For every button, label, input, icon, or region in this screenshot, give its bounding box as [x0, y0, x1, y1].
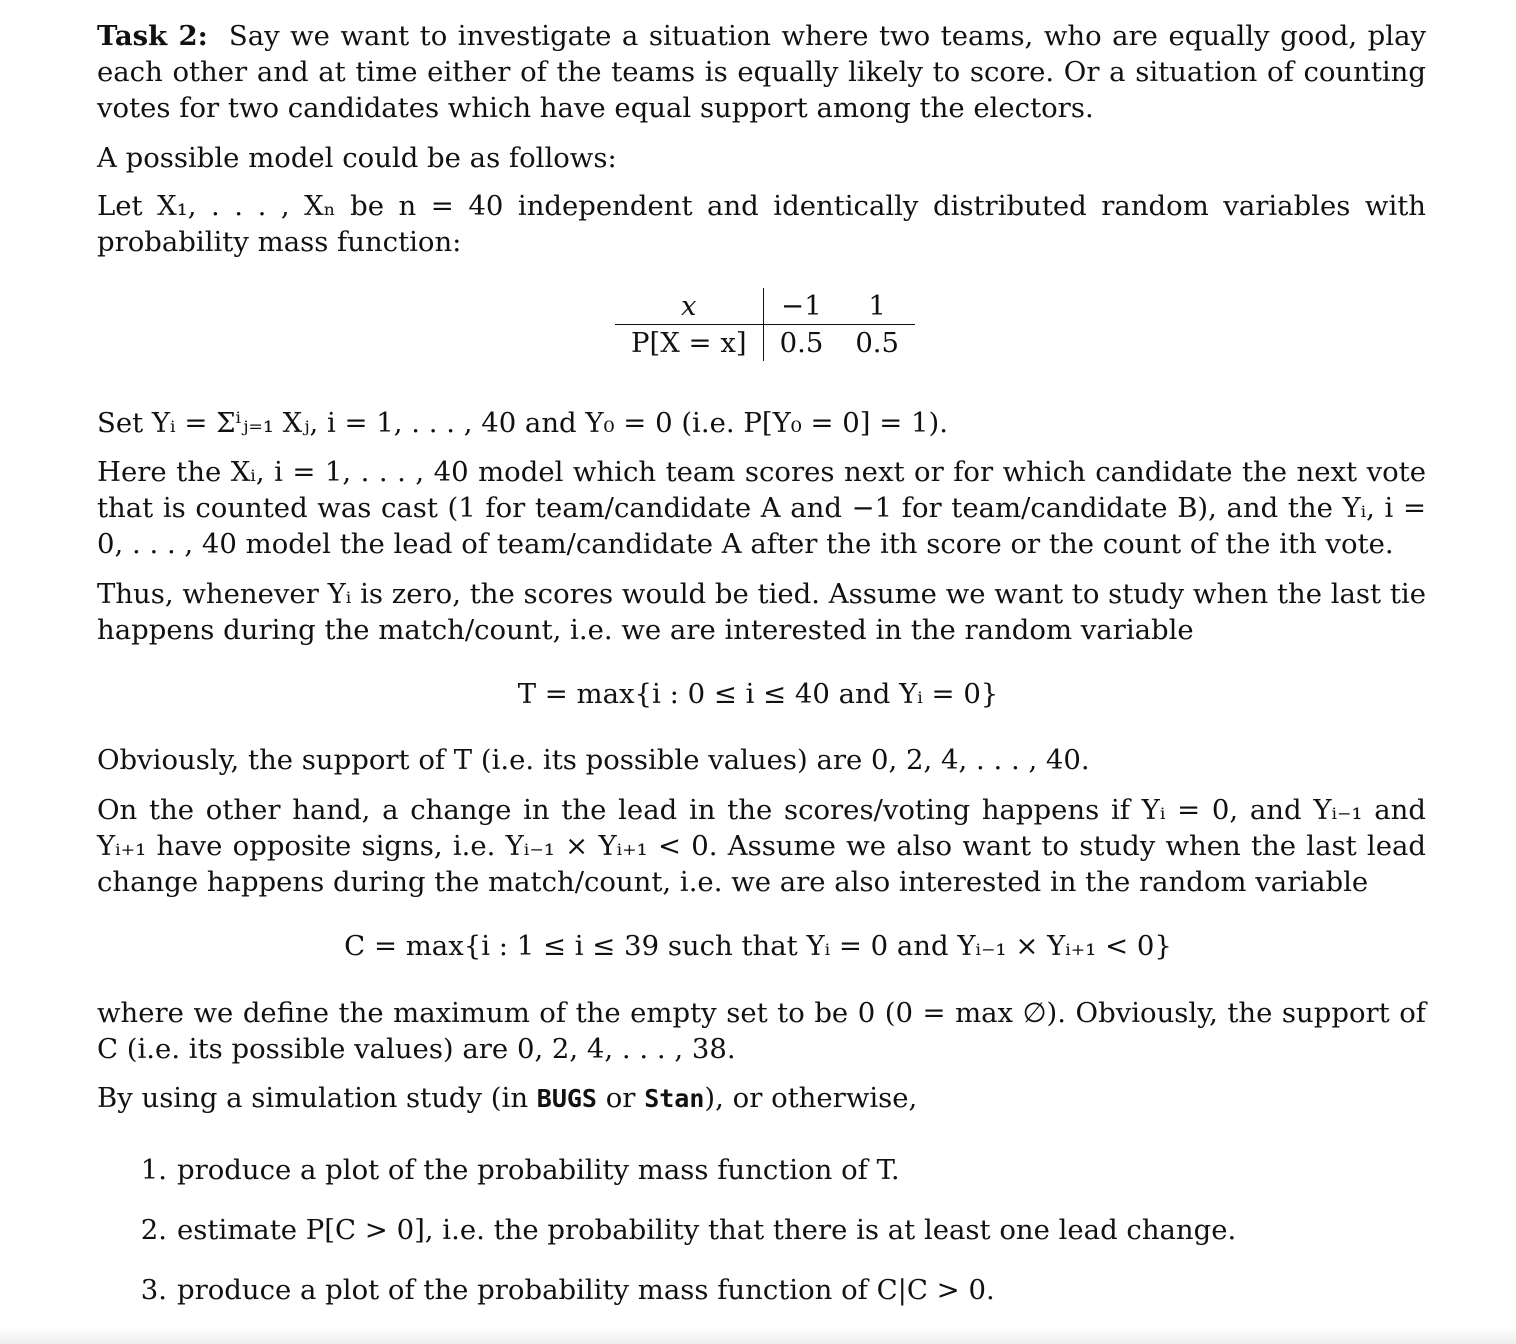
task-text: estimate P[C > 0], i.e. the probability that there is at least one lead change. — [177, 1214, 1237, 1246]
task-item — [97, 1152, 1397, 1212]
pmf-label-x: x — [615, 288, 763, 325]
intro-text: Say we want to investigate a situation where two teams, who are equally good, play each other and at time either of the teams is equally likely to score. Or a situation of counting votes for two candidates which have equal support among the electors. — [97, 20, 1427, 124]
iid-definition: Let X₁, . . . , Xₙ be n = 40 independent and identically distributed random variables with probability mass function: — [97, 190, 1426, 258]
pmf-p-value: 0.5 — [855, 327, 900, 359]
task-item — [97, 1272, 1397, 1332]
support-c: where we define the maximum of the empty set to be 0 (0 = max ∅). Obviously, the support of C (i.e. its possible values) are 0, 2, 4, . . . , 38. — [97, 997, 1426, 1065]
task-label: Task 2: — [97, 20, 208, 52]
instruction-or: or — [605, 1082, 636, 1114]
task-number: 1. — [140, 1154, 167, 1186]
support-t: Obviously, the support of T (i.e. its possible values) are 0, 2, 4, . . . , 40. — [97, 744, 1090, 776]
equation-t: T = max{i : 0 ≤ i ≤ 40 and Yᵢ = 0} — [517, 678, 999, 710]
pmf-x-value: 1 — [839, 288, 915, 325]
task-text: produce a plot of the probability mass function of T. — [177, 1154, 900, 1186]
pmf-x-value: −1 — [763, 288, 839, 325]
task-number: 3. — [140, 1274, 167, 1306]
task-list — [97, 1152, 1397, 1332]
task-text: produce a plot of the probability mass function of C|C > 0. — [177, 1274, 995, 1306]
stan-keyword: Stan — [644, 1084, 705, 1113]
y-definition: Set Yᵢ = Σⁱⱼ₌₁ Xⱼ, i = 1, . . . , 40 and Y₀ = 0 (i.e. P[Y₀ = 0] = 1). — [97, 407, 948, 439]
pmf-row-p — [615, 325, 915, 362]
pmf-label-p: P[X = x] — [615, 325, 763, 362]
pmf-row-x — [615, 288, 915, 325]
model-intro: A possible model could be as follows: — [97, 142, 617, 174]
simulation-instruction — [97, 1080, 1426, 1117]
instruction-prefix: By using a simulation study (in — [97, 1082, 529, 1114]
pmf-p-value: 0.5 — [779, 327, 824, 359]
equation-c: C = max{i : 1 ≤ i ≤ 39 such that Yᵢ = 0 and Yᵢ₋₁ × Yᵢ₊₁ < 0} — [344, 930, 1172, 962]
pmf-table — [615, 288, 915, 361]
instruction-suffix: ), or otherwise, — [704, 1082, 918, 1114]
page-bottom-edge — [0, 1326, 1516, 1344]
model-explanation: Here the Xᵢ, i = 1, . . . , 40 model which team scores next or for which candidate the next vote that is counted was cast (1 for team/candidate A and −1 for team/candidate B), and the Yᵢ, i = 0, . . . , 40 model the lead of team/candidate A after the ith score or the count of the ith vote. — [97, 456, 1426, 560]
task-number: 2. — [140, 1214, 167, 1246]
tie-explanation: Thus, whenever Yᵢ is zero, the scores would be tied. Assume we want to study when the last tie happens during the match/count, i.e. we are interested in the random variable — [97, 578, 1426, 646]
intro-paragraph — [97, 18, 1426, 126]
bugs-keyword: BUGS — [536, 1084, 597, 1113]
lead-change-explanation: On the other hand, a change in the lead in the scores/voting happens if Yᵢ = 0, and Yᵢ₋₁ and Yᵢ₊₁ have opposite signs, i.e. Yᵢ₋₁ × Yᵢ₊₁ < 0. Assume we also want to study when the last lead change happens during the match/count, i.e. we are also interested in the random variable — [97, 794, 1426, 898]
task-item — [97, 1212, 1397, 1272]
